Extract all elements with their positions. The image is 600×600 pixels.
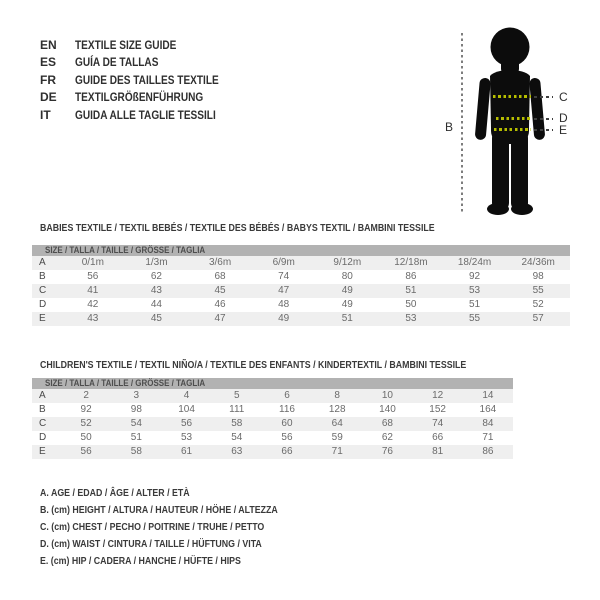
table-cell: 44 xyxy=(150,299,162,310)
table-cell: 71 xyxy=(331,446,343,457)
waist-line xyxy=(496,117,531,120)
hip-label: E xyxy=(559,123,568,137)
table-cell: 56 xyxy=(80,446,92,457)
table-cell: 55 xyxy=(469,313,481,324)
table-cell: 98 xyxy=(532,271,544,282)
row-label: D xyxy=(39,299,47,310)
table-cell: 56 xyxy=(180,418,193,429)
language-code: FR xyxy=(40,72,56,87)
table-cell: 54 xyxy=(130,418,142,429)
language-list xyxy=(40,36,246,124)
table-cell: 74 xyxy=(432,418,444,429)
row-label: C xyxy=(39,285,47,296)
children-table xyxy=(32,378,513,459)
table-cell: 76 xyxy=(381,446,393,457)
chest-line xyxy=(493,95,531,98)
table-cell: 49 xyxy=(341,285,353,296)
table-cell: 6 xyxy=(284,390,290,401)
language-row xyxy=(40,89,246,107)
table-cell: 58 xyxy=(130,446,142,457)
table-row xyxy=(32,312,570,326)
language-title: TEXTILGRÖßENFÜHRUNG xyxy=(75,90,204,105)
table-cell: 45 xyxy=(150,313,162,324)
table-cell: 12 xyxy=(432,390,444,401)
children-section-title-text: CHILDREN'S TEXTILE / TEXTIL NIÑO/A / TEXTILE DES ENFANTS / KINDERTEXTIL / BAMBINI TESSILE xyxy=(40,359,467,371)
table-cell: 3/6m xyxy=(208,257,232,268)
table-cell: 61 xyxy=(180,446,193,457)
table-cell: 47 xyxy=(214,313,226,324)
table-cell: 41 xyxy=(87,285,99,296)
table-cell: 64 xyxy=(331,418,343,429)
chest-label: C xyxy=(559,90,568,104)
child-silhouette xyxy=(464,26,556,218)
legend-row xyxy=(40,517,323,534)
table-row xyxy=(32,445,513,459)
table-cell: 43 xyxy=(150,285,162,296)
table-cell: 12/18m xyxy=(394,257,428,268)
table-row xyxy=(32,298,570,312)
legend-text: D. (cm) WAIST / CINTURA / TAILLE / HÜFTUNG / VITA xyxy=(40,538,262,550)
table-cell: 54 xyxy=(231,432,243,443)
table-cell: 60 xyxy=(281,418,293,429)
height-line xyxy=(461,33,463,214)
table-row xyxy=(32,284,570,298)
language-title: GUÍA DE TALLAS xyxy=(75,55,159,70)
table-cell: 0/1m xyxy=(81,257,104,268)
legend-text: A. AGE / EDAD / ÂGE / ALTER / ETÀ xyxy=(40,487,190,499)
row-label: D xyxy=(39,432,47,443)
table-cell: 62 xyxy=(150,271,162,282)
child-silhouette-drawing xyxy=(464,26,556,218)
waist-label: D xyxy=(559,111,568,125)
legend-text: B. (cm) HEIGHT / ALTURA / HAUTEUR / HÖHE / ALTEZZA xyxy=(40,504,278,516)
row-label: A xyxy=(39,390,46,401)
table-cell: 6/9m xyxy=(272,257,295,268)
table-cell: 51 xyxy=(469,299,481,310)
table-cell: 59 xyxy=(331,432,343,443)
table-cell: 116 xyxy=(279,404,295,415)
table-cell: 5 xyxy=(233,390,240,401)
table-cell: 57 xyxy=(532,313,544,324)
legend-text: E. (cm) HIP / CADERA / HANCHE / HÜFTE / HIPS xyxy=(40,555,241,567)
legend-text: C. (cm) CHEST / PECHO / POITRINE / TRUHE / PETTO xyxy=(40,521,265,533)
table-row xyxy=(32,270,570,284)
babies-section-title xyxy=(40,222,510,234)
language-code: ES xyxy=(40,55,57,70)
table-cell: 111 xyxy=(229,404,245,415)
table-cell: 56 xyxy=(281,432,293,443)
table-cell: 68 xyxy=(381,418,393,429)
table-cell: 56 xyxy=(87,271,99,282)
table-cell: 47 xyxy=(278,285,290,296)
table-cell: 49 xyxy=(341,299,353,310)
table-row xyxy=(32,403,513,417)
table-cell: 45 xyxy=(214,285,226,296)
table-cell: 86 xyxy=(405,271,417,282)
waist-line-leader xyxy=(534,118,553,120)
table-cell: 128 xyxy=(328,404,346,415)
table-row xyxy=(32,417,513,431)
measurement-legend xyxy=(40,483,323,568)
table-cell: 53 xyxy=(405,313,417,324)
chest-line-leader xyxy=(534,96,553,98)
table-cell: 92 xyxy=(80,404,92,415)
table-cell: 81 xyxy=(432,446,444,457)
table-cell: 58 xyxy=(231,418,243,429)
table-cell: 52 xyxy=(532,299,544,310)
table-cell: 51 xyxy=(405,285,417,296)
table-cell: 3 xyxy=(133,390,140,401)
legend-row xyxy=(40,534,323,551)
table-cell: 2 xyxy=(83,390,89,401)
row-label: E xyxy=(39,313,46,324)
table-row xyxy=(32,389,513,403)
language-title: TEXTILE SIZE GUIDE xyxy=(75,37,177,52)
language-row xyxy=(40,106,246,124)
table-cell: 51 xyxy=(130,432,142,443)
language-code: DE xyxy=(40,90,57,105)
table-cell: 164 xyxy=(479,404,497,415)
table-cell: 42 xyxy=(87,299,99,310)
table-cell: 53 xyxy=(469,285,481,296)
row-label: A xyxy=(39,257,46,268)
babies-size-table xyxy=(32,256,570,326)
language-code: IT xyxy=(40,107,51,122)
language-code: EN xyxy=(40,37,57,52)
language-title: GUIDA ALLE TAGLIE TESSILI xyxy=(75,107,216,122)
table-cell: 86 xyxy=(482,446,494,457)
table-cell: 4 xyxy=(183,390,190,401)
babies-table xyxy=(32,245,570,326)
language-row xyxy=(40,36,246,54)
language-title: GUIDE DES TAILLES TEXTILE xyxy=(75,72,219,87)
table-cell: 66 xyxy=(432,432,444,443)
babies-section-title-text: BABIES TEXTILE / TEXTIL BEBÉS / TEXTILE DES BÉBÉS / BABYS TEXTIL / BAMBINI TESSILE xyxy=(40,222,435,234)
babies-size-bar-text: SIZE / TALLA / TAILLE / GRÖSSE / TAGLIA xyxy=(45,245,206,256)
table-cell: 140 xyxy=(379,404,396,415)
table-cell: 9/12m xyxy=(333,257,362,268)
table-row xyxy=(32,256,570,270)
table-cell: 74 xyxy=(278,271,290,282)
table-cell: 62 xyxy=(381,432,393,443)
language-row xyxy=(40,54,246,72)
legend-row xyxy=(40,551,323,568)
table-cell: 10 xyxy=(381,390,393,401)
table-cell: 49 xyxy=(278,313,290,324)
table-cell: 104 xyxy=(178,404,195,415)
table-cell: 50 xyxy=(80,432,92,443)
table-cell: 55 xyxy=(532,285,544,296)
children-size-bar xyxy=(32,378,513,389)
row-label: E xyxy=(39,446,46,457)
table-cell: 48 xyxy=(278,299,290,310)
children-size-table xyxy=(32,389,513,459)
table-cell: 80 xyxy=(341,271,353,282)
table-cell: 63 xyxy=(231,446,243,457)
table-cell: 8 xyxy=(334,390,340,401)
table-cell: 98 xyxy=(130,404,142,415)
table-cell: 84 xyxy=(482,418,494,429)
hip-line xyxy=(494,128,531,131)
row-label: C xyxy=(39,418,47,429)
legend-row xyxy=(40,483,323,500)
table-cell: 50 xyxy=(405,299,417,310)
table-cell: 1/3m xyxy=(145,257,168,268)
babies-size-bar xyxy=(32,245,570,256)
row-label: B xyxy=(39,271,46,282)
table-cell: 43 xyxy=(87,313,99,324)
table-row xyxy=(32,431,513,445)
height-label: B xyxy=(445,120,454,134)
table-cell: 68 xyxy=(214,271,226,282)
table-cell: 92 xyxy=(469,271,481,282)
table-cell: 18/24m xyxy=(457,257,492,268)
hip-line-leader xyxy=(534,129,553,131)
row-label: B xyxy=(39,404,46,415)
legend-row xyxy=(40,500,323,517)
table-cell: 24/36m xyxy=(521,257,555,268)
table-cell: 53 xyxy=(180,432,193,443)
children-size-bar-text: SIZE / TALLA / TAILLE / GRÖSSE / TAGLIA xyxy=(45,378,206,389)
table-cell: 66 xyxy=(281,446,293,457)
table-cell: 152 xyxy=(429,404,446,415)
table-cell: 51 xyxy=(341,313,353,324)
table-cell: 46 xyxy=(214,299,226,310)
table-cell: 14 xyxy=(482,390,494,401)
table-cell: 52 xyxy=(80,418,92,429)
children-section-title xyxy=(40,359,548,371)
table-cell: 71 xyxy=(482,432,494,443)
language-row xyxy=(40,71,246,89)
